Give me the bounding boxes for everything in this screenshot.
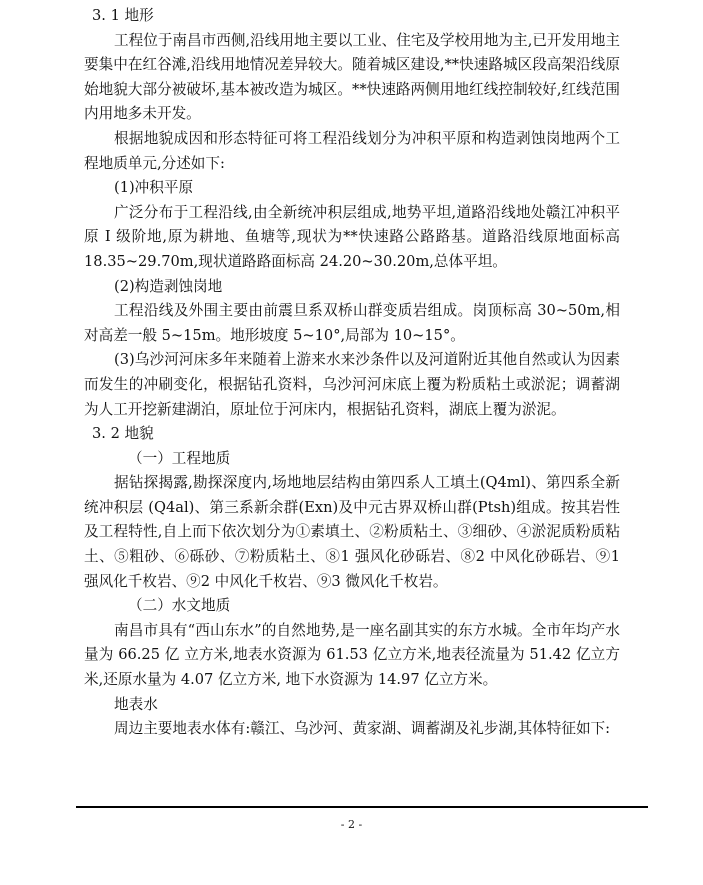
paragraph-site-location: 工程位于南昌市西侧,沿线用地主要以工业、住宅及学校用地为主,已开发用地主要集中在红谷滩,沿线用地情况差异较大。随着城区建设,**快速路城区段高架沿线原始地貌大部分被破坏,基本被改造为城区。**快速路两侧用地红线控制较好,红线范围内用地多未开发。: [84, 31, 620, 123]
item-title-erosion-hills: (2)构造剥蚀岗地: [114, 277, 223, 295]
section-heading-landform: 3. 2 地貌: [92, 425, 154, 443]
subsection-title-engineering-geology: （一）工程地质: [128, 449, 231, 467]
paragraph-geology-units: 根据地貌成因和形态特征可将工程沿线划分为冲积平原和构造剥蚀岗地两个工程地质单元,分述如下:: [84, 129, 620, 172]
item-title-alluvial-plain: (1)冲积平原: [114, 179, 194, 197]
subsection-text-hydrogeology: 南昌市具有“西山东水”的自然地势,是一座名副其实的东方水城。全市年均产水量为 66.25 亿 立方米,地表水资源为 61.53 亿立方米,地表径流量为 51.42 亿立方米,还原水量为 4.07 亿立方米, 地下水资源为 14.97 亿立方米。: [84, 621, 620, 689]
section-heading-terrain: 3. 1 地形: [92, 7, 154, 24]
footer-divider: [76, 806, 648, 808]
subsection-title-hydrogeology: （二）水文地质: [128, 597, 231, 615]
surface-water-text: 周边主要地表水体有:赣江、乌沙河、黄家湖、调蓄湖及礼步湖,其体特征如下:: [114, 720, 611, 738]
page-number: - 2 -: [340, 818, 363, 831]
item-text-erosion-hills: 工程沿线及外围主要由前震旦系双桥山群变质岩组成。岗顶标高 30~50m,相对高差一般 5~15m。地形坡度 5~10°,局部为 10~15°。: [84, 302, 620, 344]
subsection-text-engineering-geology: 据钻探揭露,勘探深度内,场地地层结构由第四系人工填土(Q4ml)、第四系全新统冲积层 (Q4al)、第三系新余群(Exn)及中元古界双桥山群(Ptsh)组成。按其岩性及工程特性,自上而下依次划分为①素填土、②粉质粘土、③细砂、④淤泥质粉质粘土、⑤粗砂、⑥砾砂、⑦粉质粘土、⑧1 强风化砂砾岩、⑧2 中风化砂砾岩、⑨1 强风化千枚岩、⑨2 中风化千枚岩、⑨3 微风化千枚岩。: [84, 474, 620, 590]
item-text-alluvial-plain: 广泛分布于工程沿线,由全新统冲积层组成,地势平坦,道路沿线地处赣江冲积平原 I 级阶地,原为耕地、鱼塘等,现状为**快速路公路路基。道路沿线原地面标高18.35~29.70m,现状道路路面标高 24.20~30.20m,总体平坦。: [84, 203, 620, 270]
paragraph-riverbed-note: (3)乌沙河河床多年来随着上游来水来沙条件以及河道附近其他自然或认为因素而发生的冲刷变化，根据钻孔资料，乌沙河河床底上覆为粉质粘土或淤泥；调蓄湖为人工开挖新建湖泊，原址位于河床内，根据钻孔资料，湖底上覆为淤泥。: [84, 351, 620, 418]
surface-water-title: 地表水: [114, 695, 158, 713]
document-body: [84, 4, 620, 742]
